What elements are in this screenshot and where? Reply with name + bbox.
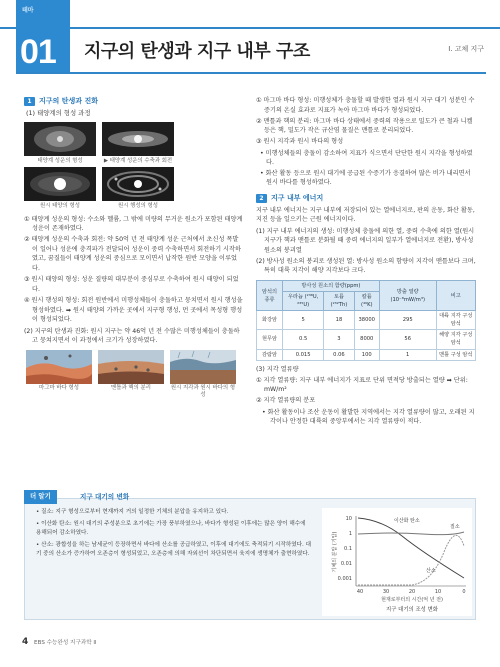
table-row (257, 311, 476, 330)
list-item: (3) 지각 열류량 (256, 365, 299, 373)
list-item: (2) 지구의 탄생과 진화: 원시 지구는 약 46억 년 전 수많은 미행성체들이 충돌하고 뭉쳐지면서 이 과정에서 크기가 성장하였다. (24, 327, 240, 345)
table-cell: 대륙 지각 구성 암석 (436, 311, 475, 330)
crust-ocean-figure (170, 350, 236, 399)
crust-ocean-image (170, 350, 236, 384)
table-cell: 295 (379, 311, 436, 330)
page-number: 4 (22, 637, 29, 647)
stage-caption: 마그마 바다 형성 (39, 384, 79, 391)
x-tick-label: 30 (382, 589, 390, 595)
x-tick-label: 40 (356, 589, 364, 595)
heat-flow-text (256, 365, 476, 427)
right-column (256, 96, 476, 428)
bullet-item: • 화산 활동 등으로 원시 대기에 공급된 수증기가 응결하여 많은 비가 내리면서 원시 바다를 형성하였다. (260, 169, 471, 187)
bullet-item: • 질소: 지구 형성으로부터 현재까지 거의 일정한 기체의 분압을 유지하고 있다. (36, 509, 229, 515)
list-item: ③ 원시 지각과 원시 바다의 형성 (256, 138, 344, 146)
list-item: ② 지각 열류량의 분포 (256, 397, 316, 405)
contraction-image (102, 122, 174, 156)
theme-tab (16, 0, 70, 74)
table-header: 암석의 종류 (257, 281, 283, 311)
image-caption: 원시 행성의 형성 (118, 203, 158, 210)
image-caption: 태양계 성운의 형성 (37, 157, 83, 164)
table-header: 방출 열량 (10⁻⁸mW/m³) (379, 281, 436, 311)
y-axis-label: 기체의 분압 (기압) (332, 531, 338, 573)
stage-caption: 맨틀과 핵의 분리 (111, 384, 151, 391)
section-tag: I. 고체 지구 (448, 45, 484, 53)
table-cell: 0.5 (282, 330, 323, 349)
table-cell: 해양 지각 구성 암석 (436, 330, 475, 349)
x-tick-label: 0 (462, 589, 466, 595)
series-label: 질소 (450, 524, 460, 530)
table-header: 칼륨(⁴⁰K) (354, 292, 379, 311)
formation-steps-list (24, 215, 244, 325)
table-cell: 18 (324, 311, 354, 330)
more-info-title: 지구 대기의 변화 (80, 493, 130, 501)
series-label: 이산화 탄소 (394, 518, 420, 524)
list-item: (1) 지구 내부 에너지의 생성: 미행성체 충돌에 의한 열, 중력 수축에 의한 열(원시 지구가 핵과 맨틀로 분화될 때 중력 에너지의 일부가 열에너지로 전환), 방사성 원소의 붕괴열 (256, 227, 475, 254)
theme-label: 테마 (22, 7, 34, 14)
table-cell: 3 (324, 330, 354, 349)
magma-ocean-image (26, 350, 92, 384)
table-row (257, 349, 476, 360)
stage-caption: 원시 지각과 원시 바다의 형성 (170, 384, 236, 398)
contraction-image-figure (102, 122, 174, 165)
list-item: (2) 방사성 원소의 붕괴로 생성된 열: 방사성 원소의 함량이 지각이 맨틀보다 크며, 특히 대륙 지각이 해양 지각보다 크다. (256, 257, 476, 275)
earth-evolution-intro (24, 327, 244, 346)
list-item: ① 마그마 바다 형성: 미행성체가 충돌할 때 발생한 열과 원시 지구 대기 성분인 수증기의 온실 효과로 지표가 녹아 마그마 바다가 형성되었다. (256, 97, 475, 114)
protoplanet-image (102, 167, 174, 201)
left-column (24, 96, 244, 399)
table-header: 토륨 (²³²Th) (324, 292, 354, 311)
protosun-image-figure (24, 167, 96, 210)
list-item: ② 맨틀과 핵의 분리: 마그마 바다 상태에서 중력의 작용으로 밀도가 큰 철과 니켈 등은 핵, 밀도가 작은 규산염 물질은 맨틀로 분리되었다. (256, 117, 473, 135)
header-bottom-line (16, 72, 486, 74)
book-title: EBS 수능완성 지구과학 Ⅱ (34, 640, 97, 646)
y-tick-label: 10 (345, 516, 352, 522)
x-tick-label: 10 (434, 589, 442, 595)
radioactive-elements-table (256, 280, 476, 361)
theme-number: 01 (20, 33, 56, 71)
table-cell: 56 (379, 330, 436, 349)
list-item: ① 태양계 성운의 형성: 수소와 헬륨, 그 밖에 미량의 무거운 원소가 포함된 태양계 성운이 존재하였다. (24, 215, 243, 233)
table-cell: 감람암 (257, 349, 283, 360)
header-top-line (0, 27, 500, 29)
table-cell: 100 (354, 349, 379, 360)
y-tick-label: 0.01 (340, 561, 352, 567)
atmosphere-graph (322, 508, 472, 616)
y-tick-label: 0.1 (344, 546, 352, 552)
core-mantle-image (98, 350, 164, 384)
table-cell: 5 (282, 311, 323, 330)
image-row-bottom (24, 167, 244, 210)
list-item: ② 태양계 성운의 수축과 회전: 약 50억 년 전 태양계 성운 근처에서 초신성 폭발이 일어나 성운에 충격파가 전달되어 성운이 중력 수축하면서 회전하기 시작하였고, 꿈질들이 태양계 성운의 중심으로 모이면서 납작한 원반 모양을 이루었다. (24, 236, 241, 273)
table-header: 방사성 원소의 함량(ppm) (282, 281, 379, 292)
section-number-badge: 2 (256, 194, 267, 203)
table-header: 비고 (436, 281, 475, 311)
table-cell: 8000 (354, 330, 379, 349)
table-cell: 38000 (354, 311, 379, 330)
page-footer (22, 636, 96, 650)
list-item: • 화산 활동이나 조산 운동이 활발한 지역에서는 지각 열류량이 많고, 오래된 지각이나 안정한 대륙의 중앙부에서는 지각 열류량이 적다. (262, 408, 475, 426)
crust-ocean-bullets (256, 149, 476, 188)
image-caption: ▶ 태양계 성운의 수축과 회전 (103, 157, 173, 164)
x-tick-label: 20 (408, 589, 416, 595)
table-row (257, 330, 476, 349)
table-cell: 0.06 (324, 349, 354, 360)
page-header (0, 0, 500, 75)
table-header: 우라늄 (²³⁸U, ²³⁵U) (282, 292, 323, 311)
image-caption: 원시 태양의 형성 (40, 203, 80, 210)
bullet-item: • 산소: 광합성을 하는 남세균이 등장하면서 바다에 산소를 공급하였고, 이후에 대기에도 축적되기 시작하였다. 대기 중의 산소가 증가하여 오존층이 형성되었고, 오존층에 의해 자외선이 차단되면서 육지에 생명체가 출현하였다. (36, 541, 312, 557)
list-item: ③ 원시 태양의 형성: 성운 질량의 대부분이 중심부로 수축하여 원시 태양이 되었다. (24, 276, 239, 293)
nebula-image-figure (24, 122, 96, 165)
section-number-badge: 1 (24, 97, 35, 106)
graph-caption: 지구 대기의 조성 변화 (385, 607, 439, 613)
magma-ocean-figure (26, 350, 92, 399)
evolution-stage-images (26, 350, 244, 399)
y-tick-label: 0.001 (337, 576, 352, 582)
paragraph: 지구 내부 에너지는 지구 내부에 저장되어 있는 열에너지로, 판의 운동, 화산 활동, 지진 등을 일으키는 근원 에너지이다. (256, 206, 475, 224)
protoplanet-image-figure (102, 167, 174, 210)
evolution-steps-list (256, 96, 476, 147)
nebula-image (24, 122, 96, 156)
bullet-item: • 미행성체들의 충돌이 감소하여 지표가 식으면서 단단한 원시 지각을 형성하였다. (260, 149, 473, 167)
section-title: 지구 내부 에너지 (271, 193, 324, 202)
protosun-image (24, 167, 96, 201)
more-info-text (36, 508, 312, 562)
table-cell: 1 (379, 349, 436, 360)
list-item: ① 지각 열류량: 지구 내부 에너지가 지표로 단위 면적당 방출되는 열량 ➡ 단위: mW/m² (256, 376, 468, 394)
page-title: 지구의 탄생과 지구 내부 구조 (84, 41, 310, 62)
table-cell: 현무암 (257, 330, 283, 349)
core-mantle-figure (98, 350, 164, 399)
image-row-top (24, 122, 244, 165)
section-title: 지구의 탄생과 진화 (39, 97, 98, 105)
subheading: (1) 태양계의 형성 과정 (26, 108, 91, 117)
section-heading-2 (256, 193, 476, 204)
table-cell: 맨틀 구성 암석 (436, 349, 475, 360)
table-cell: 0.015 (282, 349, 323, 360)
list-item: ④ 원시 행성의 형성: 회전 원반에서 미행성체들이 충돌하고 뭉치면서 원시 행성을 형성하였다. ➡ 원시 태양의 가까운 곳에서 지구형 행성, 먼 곳에서 목성형 행성이 형성되었다. (24, 296, 243, 324)
series-label: 산소 (426, 568, 436, 574)
bullet-item: • 이산화 탄소: 원시 대기의 주성분으로 초기에는 가장 풍부하였으나, 바다가 형성된 이후에는 많은 양이 해수에 용해되어 감소하였다. (36, 520, 306, 536)
internal-energy-text (256, 206, 476, 276)
section-heading-1 (24, 96, 244, 107)
y-tick-label: 1 (348, 531, 352, 537)
table-cell: 화강암 (257, 311, 283, 330)
x-axis-label: 현재로부터의 시간(억 년 전) (381, 597, 443, 603)
more-info-tag: 더 알기 (24, 490, 57, 504)
